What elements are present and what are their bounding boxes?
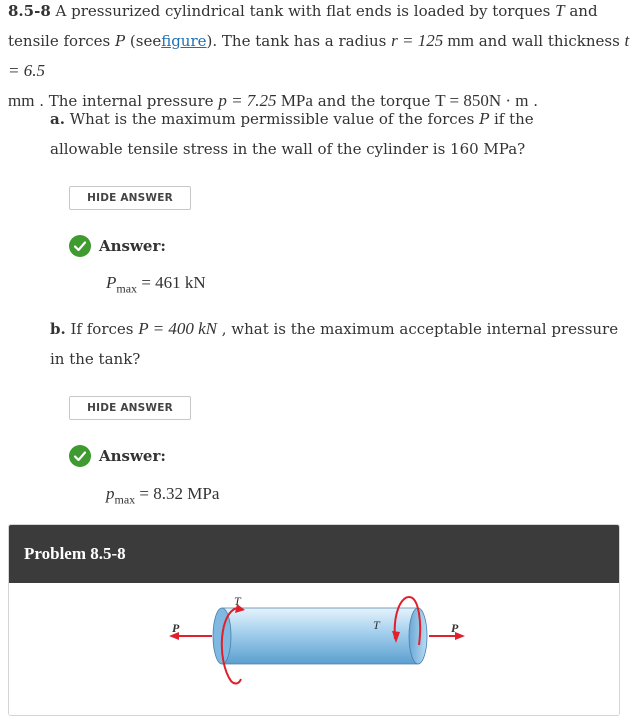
tank-right-end (409, 608, 427, 664)
problem-number: 8.5-8 (8, 2, 51, 20)
answer-a-header: Answer: (69, 235, 166, 257)
panel-title: Problem 8.5-8 (24, 544, 126, 563)
part-b-question: b. If forces P = 400 kN , what is the maximum acceptable internal pressure in the tank? (50, 319, 619, 368)
checkmark-icon (69, 235, 91, 257)
pressure-expr: p = 7.25 MPa (218, 91, 313, 110)
fig-label-p-right: P (451, 621, 459, 635)
hide-answer-button-b[interactable]: HIDE ANSWER (69, 396, 191, 420)
fig-label-p-left: P (172, 621, 180, 635)
right-force-arrow (429, 632, 465, 640)
checkmark-icon (69, 445, 91, 467)
problem-statement: 8.5-8 A pressurized cylindrical tank with flat ends is loaded by torques T and tensile forces P (seefigure). The tank has a radius r = 125 mm and wall thickness t = 6.5 mm . The internal pressure p = 7.25 MPa and the torque T = 850N · m . (8, 1, 630, 110)
thickness-expr: t = 6.5 (8, 31, 630, 80)
fig-label-t-left: T (234, 594, 241, 608)
figure-link[interactable]: figure (161, 32, 207, 50)
fig-label-t-right: T (373, 618, 380, 632)
panel-header (9, 525, 619, 583)
torque-expr: T = 850N · m (435, 91, 529, 110)
tank-body (222, 608, 418, 664)
part-a-question: a. What is the maximum permissible value of the forces P if the allowable tensile stress in the wall of the cylinder is 160 MPa? (50, 110, 534, 158)
answer-a-value: $P_{max} = 461$ kN (106, 273, 206, 296)
panel-body (9, 583, 619, 715)
hide-answer-button-a[interactable]: HIDE ANSWER (69, 186, 191, 210)
answer-b-value: $p_{max} = 8.32$ MPa (106, 484, 220, 507)
problem-figure-panel (8, 524, 620, 716)
tank-figure[interactable] (9, 583, 619, 715)
radius-expr: r = 125 mm (391, 31, 474, 50)
answer-b-header: Answer: (69, 445, 166, 467)
